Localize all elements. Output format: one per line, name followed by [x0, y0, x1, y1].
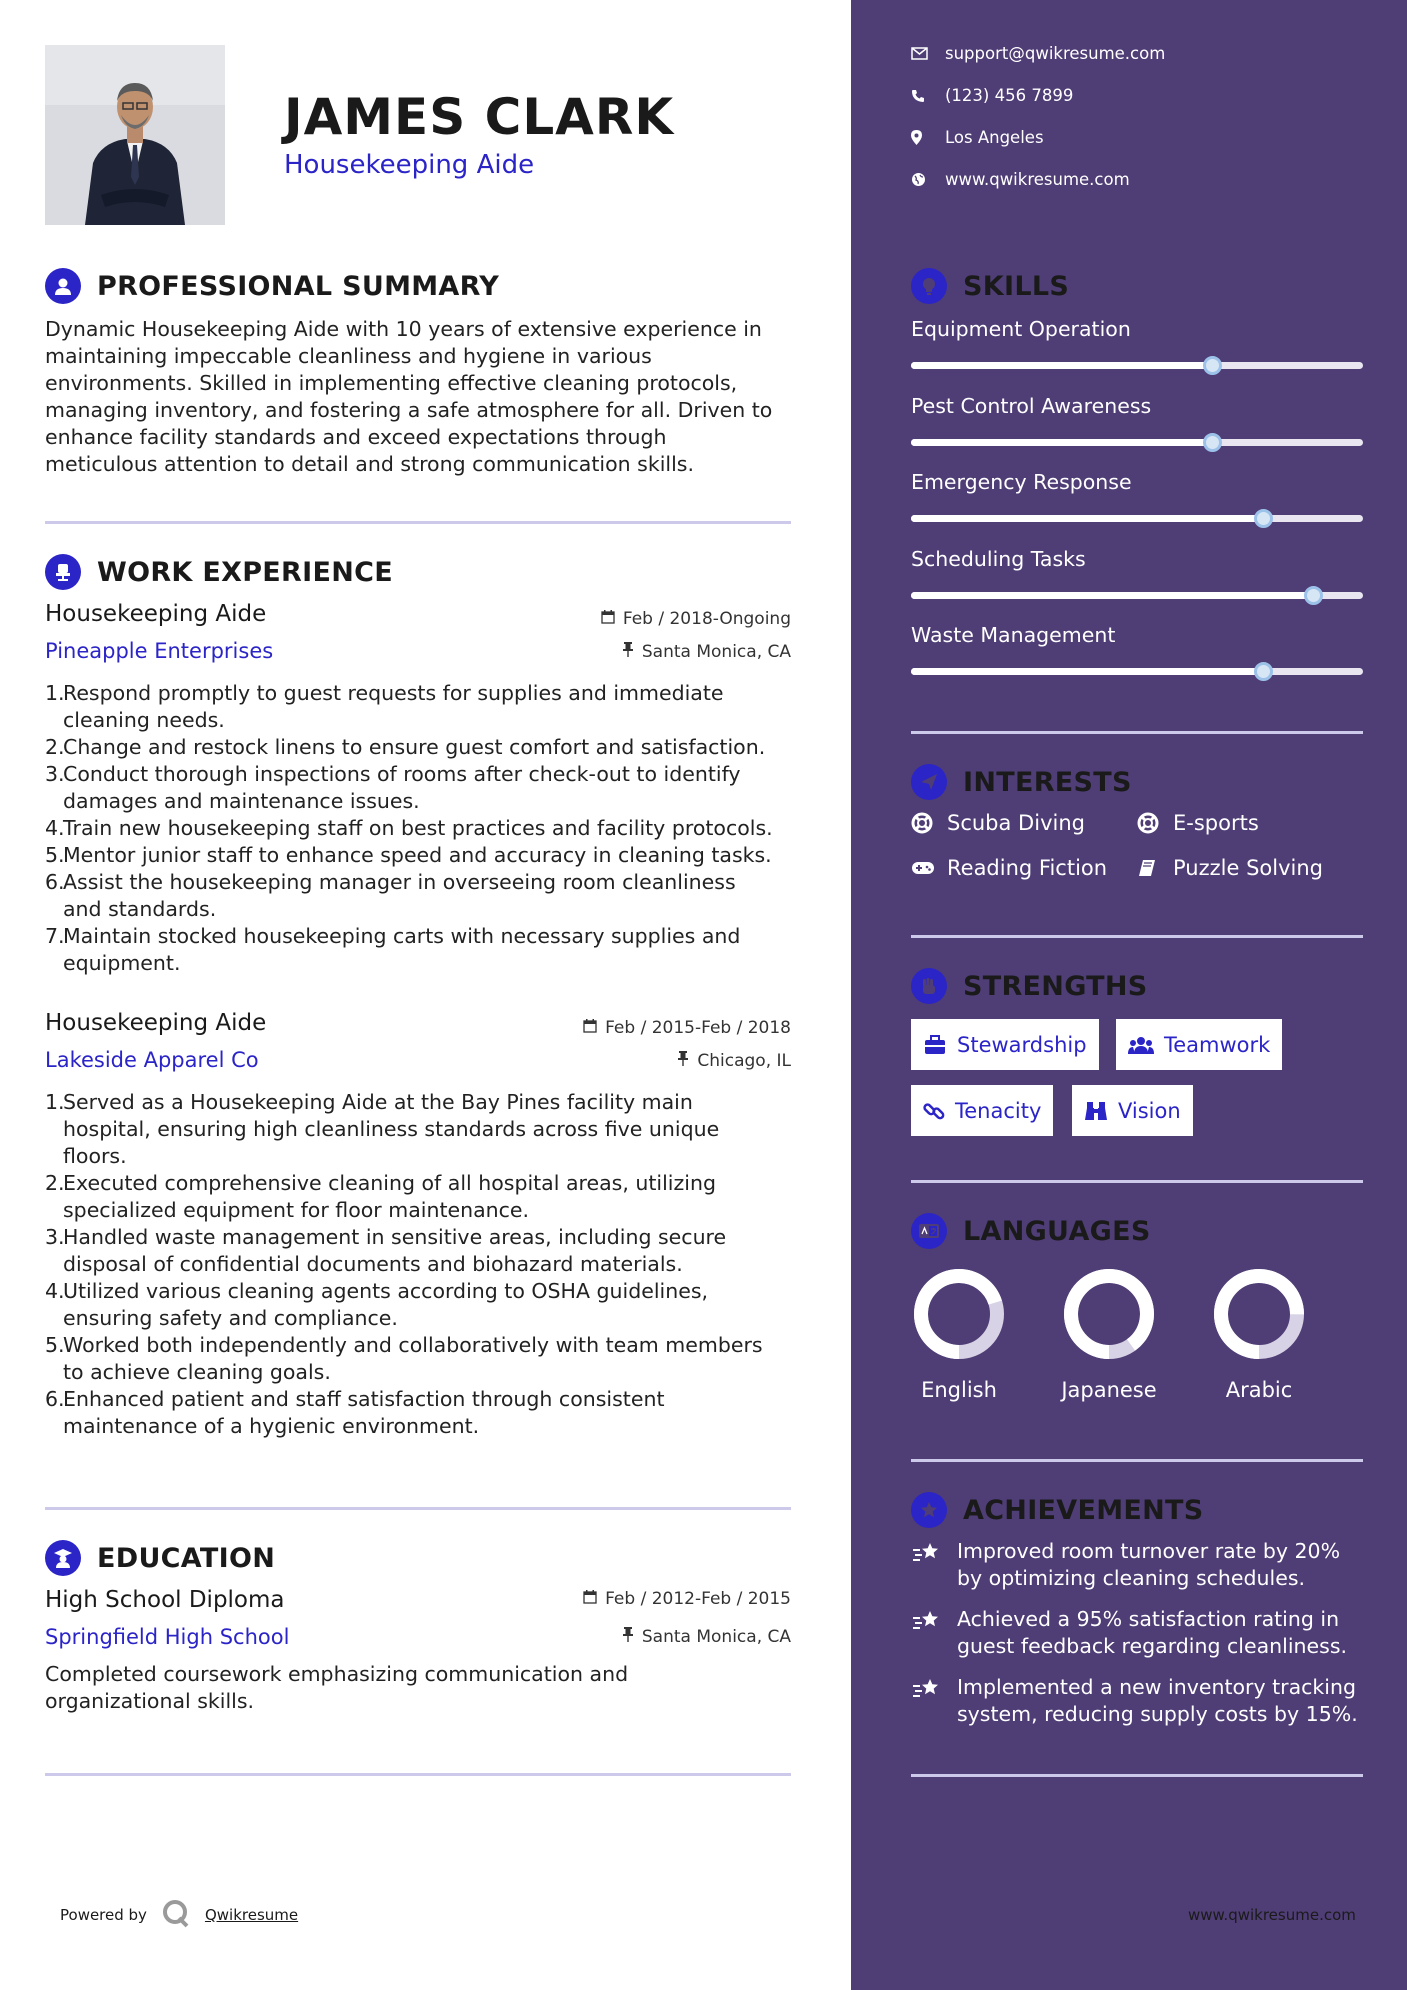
interest-item: E-sports: [1137, 811, 1259, 835]
skill-bar: [911, 592, 1363, 599]
list-item: 2. Change and restock linens to ensure guest comfort and satisfaction.: [45, 735, 766, 759]
contact-website: [911, 170, 1130, 189]
skill-level-knob: [1254, 509, 1273, 528]
language-level-ring: [911, 1266, 1007, 1362]
skill-bar-fill: [911, 668, 1263, 675]
job-duties: [45, 680, 825, 977]
job-dates: [583, 1018, 791, 1038]
summary-line: environments. Skilled in implementing effective cleaning protocols,: [45, 371, 738, 395]
qwikresume-link[interactable]: Qwikresume: [204, 1906, 299, 1924]
link-icon: [923, 1100, 945, 1122]
life-ring-icon: [1137, 812, 1173, 834]
email-text[interactable]: support@qwikresume.com: [945, 44, 1166, 63]
school: Springfield High School: [45, 1625, 290, 1649]
strengths-title: STRENGTHS: [963, 970, 1148, 1002]
languages-title: LANGUAGES: [963, 1215, 1151, 1247]
education-title: EDUCATION: [97, 1542, 276, 1574]
job-location: [622, 642, 791, 662]
life-ring-icon: [911, 812, 947, 834]
skill-bar-fill: [911, 362, 1212, 369]
list-item: 2. Executed comprehensive cleaning of all hospital areas, utilizing specialized equipment for floor maintenance.: [45, 1171, 716, 1222]
calendar-icon: [601, 609, 615, 629]
summary-line: maintaining impeccable cleanliness and hygiene in various: [45, 344, 652, 368]
skill-bar-fill: [911, 515, 1263, 522]
job-duties: [45, 1089, 825, 1440]
candidate-title: Housekeeping Aide: [284, 150, 535, 180]
list-item: 6. Assist the housekeeping manager in overseeing room cleanliness and standards.: [45, 870, 736, 921]
map-marker-icon: [911, 130, 945, 145]
education-text: Completed coursework emphasizing communication and organizational skills.: [45, 1662, 629, 1713]
skill-bar: [911, 362, 1363, 369]
divider: [45, 1773, 791, 1776]
achievements-title: ACHIEVEMENTS: [963, 1494, 1204, 1526]
profile-photo: [45, 45, 225, 225]
list-item: 4. Train new housekeeping staff on best practices and facility protocols.: [45, 816, 773, 840]
skill-bar: [911, 668, 1363, 675]
job-company: Pineapple Enterprises: [45, 639, 274, 663]
powered-by: [60, 1898, 298, 1932]
language-level-ring: [1061, 1266, 1157, 1362]
summary-line: managing inventory, and fostering a safe atmosphere for all. Driven to: [45, 398, 773, 422]
summary-line: meticulous attention to detail and strong communication skills.: [45, 452, 694, 476]
candidate-name: JAMES CLARK: [284, 88, 675, 146]
paper-plane-icon: [911, 764, 947, 800]
language-name: Japanese: [1061, 1378, 1157, 1402]
shooting-star-icon: [911, 1538, 957, 1592]
list-item: 4. Utilized various cleaning agents according to OSHA guidelines, ensuring safety and compliance.: [45, 1279, 709, 1330]
pin-icon: [677, 1051, 689, 1071]
strength-badge: Stewardship: [911, 1019, 1099, 1070]
strength-badge: Vision: [1072, 1085, 1193, 1136]
education-location: [622, 1627, 791, 1647]
education-dates-text: Feb / 2012-Feb / 2015: [605, 1589, 791, 1609]
divider: [911, 935, 1363, 938]
skill-name: Waste Management: [911, 623, 1116, 647]
list-item: 5. Worked both independently and collaboratively with team members to achieve cleaning goals.: [45, 1333, 763, 1384]
list-item: 5. Mentor junior staff to enhance speed and accuracy in cleaning tasks.: [45, 843, 772, 867]
achievements-heading: [911, 1492, 1204, 1528]
job-title: Housekeeping Aide: [45, 601, 267, 627]
chair-icon: [45, 554, 81, 590]
location-text: Los Angeles: [945, 128, 1044, 147]
skill-bar-fill: [911, 439, 1212, 446]
powered-by-label: Powered by: [60, 1906, 147, 1924]
interests-title: INTERESTS: [963, 766, 1132, 798]
divider: [45, 1507, 791, 1510]
list-item: 6. Enhanced patient and staff satisfaction through consistent maintenance of a hygienic environment.: [45, 1387, 665, 1438]
summary-line: enhance facility standards and exceed expectations through: [45, 425, 667, 449]
job-location-text: Santa Monica, CA: [641, 642, 791, 662]
achievement-item: Improved room turnover rate by 20% by optimizing cleaning schedules.: [911, 1538, 1371, 1592]
pin-icon: [622, 642, 634, 662]
strength-badge: Teamwork: [1116, 1019, 1282, 1070]
summary-line: Dynamic Housekeeping Aide with 10 years of extensive experience in: [45, 317, 762, 341]
graduate-icon: [45, 1540, 81, 1576]
skill-level-knob: [1203, 433, 1222, 452]
contact-email: [911, 44, 1165, 63]
interest-item: Scuba Diving: [911, 811, 1085, 835]
fist-icon: [911, 968, 947, 1004]
list-item: 3. Conduct thorough inspections of rooms after check-out to identify damages and maintenance issues.: [45, 762, 741, 813]
language-name: Arabic: [1225, 1378, 1293, 1402]
star-badge-icon: [911, 1492, 947, 1528]
skill-name: Equipment Operation: [911, 317, 1131, 341]
skill-name: Pest Control Awareness: [911, 393, 1152, 418]
language-level-ring: [1211, 1266, 1307, 1362]
list-item: 3. Handled waste management in sensitive areas, including secure disposal of confidential documents and biohazard materials.: [45, 1225, 727, 1276]
strength-badge: Tenacity: [911, 1085, 1053, 1136]
globe-icon: [911, 172, 945, 187]
gamepad-icon: [911, 860, 947, 876]
job-title: Housekeeping Aide: [45, 1010, 267, 1036]
achievement-item: Achieved a 95% satisfaction rating in guest feedback regarding cleanliness.: [911, 1606, 1371, 1660]
language-item: [1199, 1266, 1319, 1402]
skill-level-knob: [1254, 662, 1273, 681]
job-company: Lakeside Apparel Co: [45, 1048, 259, 1072]
users-icon: [1128, 1035, 1154, 1055]
website-text[interactable]: www.qwikresume.com: [945, 170, 1130, 189]
degree: High School Diploma: [45, 1587, 285, 1613]
list-item: 1. Served as a Housekeeping Aide at the Bay Pines facility main hospital, ensuring high cleanliness standards across five unique floors.: [45, 1090, 720, 1168]
skills-title: SKILLS: [963, 270, 1070, 302]
divider: [911, 1180, 1363, 1183]
divider: [911, 1459, 1363, 1462]
calendar-icon: [583, 1018, 597, 1038]
summary-text: [45, 316, 815, 478]
summary-heading: [45, 268, 499, 304]
pin-icon: [622, 1627, 634, 1647]
phone-icon: [911, 89, 945, 103]
skill-level-knob: [1304, 586, 1323, 605]
translate-icon: [911, 1213, 947, 1249]
experience-heading: [45, 554, 393, 590]
user-icon: [45, 268, 81, 304]
strengths-heading: [911, 968, 1148, 1004]
binoculars-icon: [1084, 1100, 1108, 1122]
job-location: [677, 1051, 791, 1071]
list-item: 7. Maintain stocked housekeeping carts with necessary supplies and equipment.: [45, 924, 741, 975]
lightbulb-icon: [911, 268, 947, 304]
phone-text[interactable]: (123) 456 7899: [945, 86, 1074, 105]
education-location-text: Santa Monica, CA: [641, 1627, 791, 1647]
job-dates-text: Feb / 2018-Ongoing: [622, 609, 791, 629]
qwikresume-logo-icon: [161, 1898, 191, 1932]
job-dates-text: Feb / 2015-Feb / 2018: [605, 1018, 791, 1038]
list-item: 1. Respond promptly to guest requests for supplies and immediate cleaning needs.: [45, 681, 724, 732]
skill-bar-fill: [911, 592, 1313, 599]
achievement-item: Implemented a new inventory tracking system, reducing supply costs by 15%.: [911, 1674, 1371, 1728]
interest-item: Puzzle Solving: [1137, 856, 1323, 880]
contact-location: [911, 128, 1044, 147]
divider: [911, 731, 1363, 734]
education-heading: [45, 1540, 275, 1576]
language-item: [1049, 1266, 1169, 1402]
job-location-text: Chicago, IL: [697, 1051, 791, 1071]
skills-heading: [911, 268, 1069, 304]
language-item: [899, 1266, 1019, 1402]
language-ring-fill: [1071, 1276, 1147, 1352]
divider: [45, 521, 791, 524]
briefcase-icon: [923, 1035, 947, 1055]
job-dates: [601, 609, 791, 629]
summary-title: PROFESSIONAL SUMMARY: [97, 270, 500, 302]
skill-bar: [911, 439, 1363, 446]
calendar-icon: [583, 1589, 597, 1609]
language-name: English: [921, 1378, 997, 1402]
contact-phone: [911, 86, 1073, 105]
skill-name: Emergency Response: [911, 470, 1132, 494]
skill-bar: [911, 515, 1363, 522]
interest-item: Reading Fiction: [911, 856, 1107, 880]
shooting-star-icon: [911, 1606, 957, 1660]
education-dates: [583, 1589, 791, 1609]
envelope-icon: [911, 47, 945, 60]
shooting-star-icon: [911, 1674, 957, 1728]
divider: [911, 1774, 1363, 1777]
interests-heading: [911, 764, 1132, 800]
skill-name: Scheduling Tasks: [911, 546, 1086, 571]
book-icon: [1137, 858, 1173, 878]
footer-website[interactable]: www.qwikresume.com: [1188, 1906, 1356, 1924]
languages-heading: [911, 1213, 1151, 1249]
experience-title: WORK EXPERIENCE: [97, 556, 393, 588]
